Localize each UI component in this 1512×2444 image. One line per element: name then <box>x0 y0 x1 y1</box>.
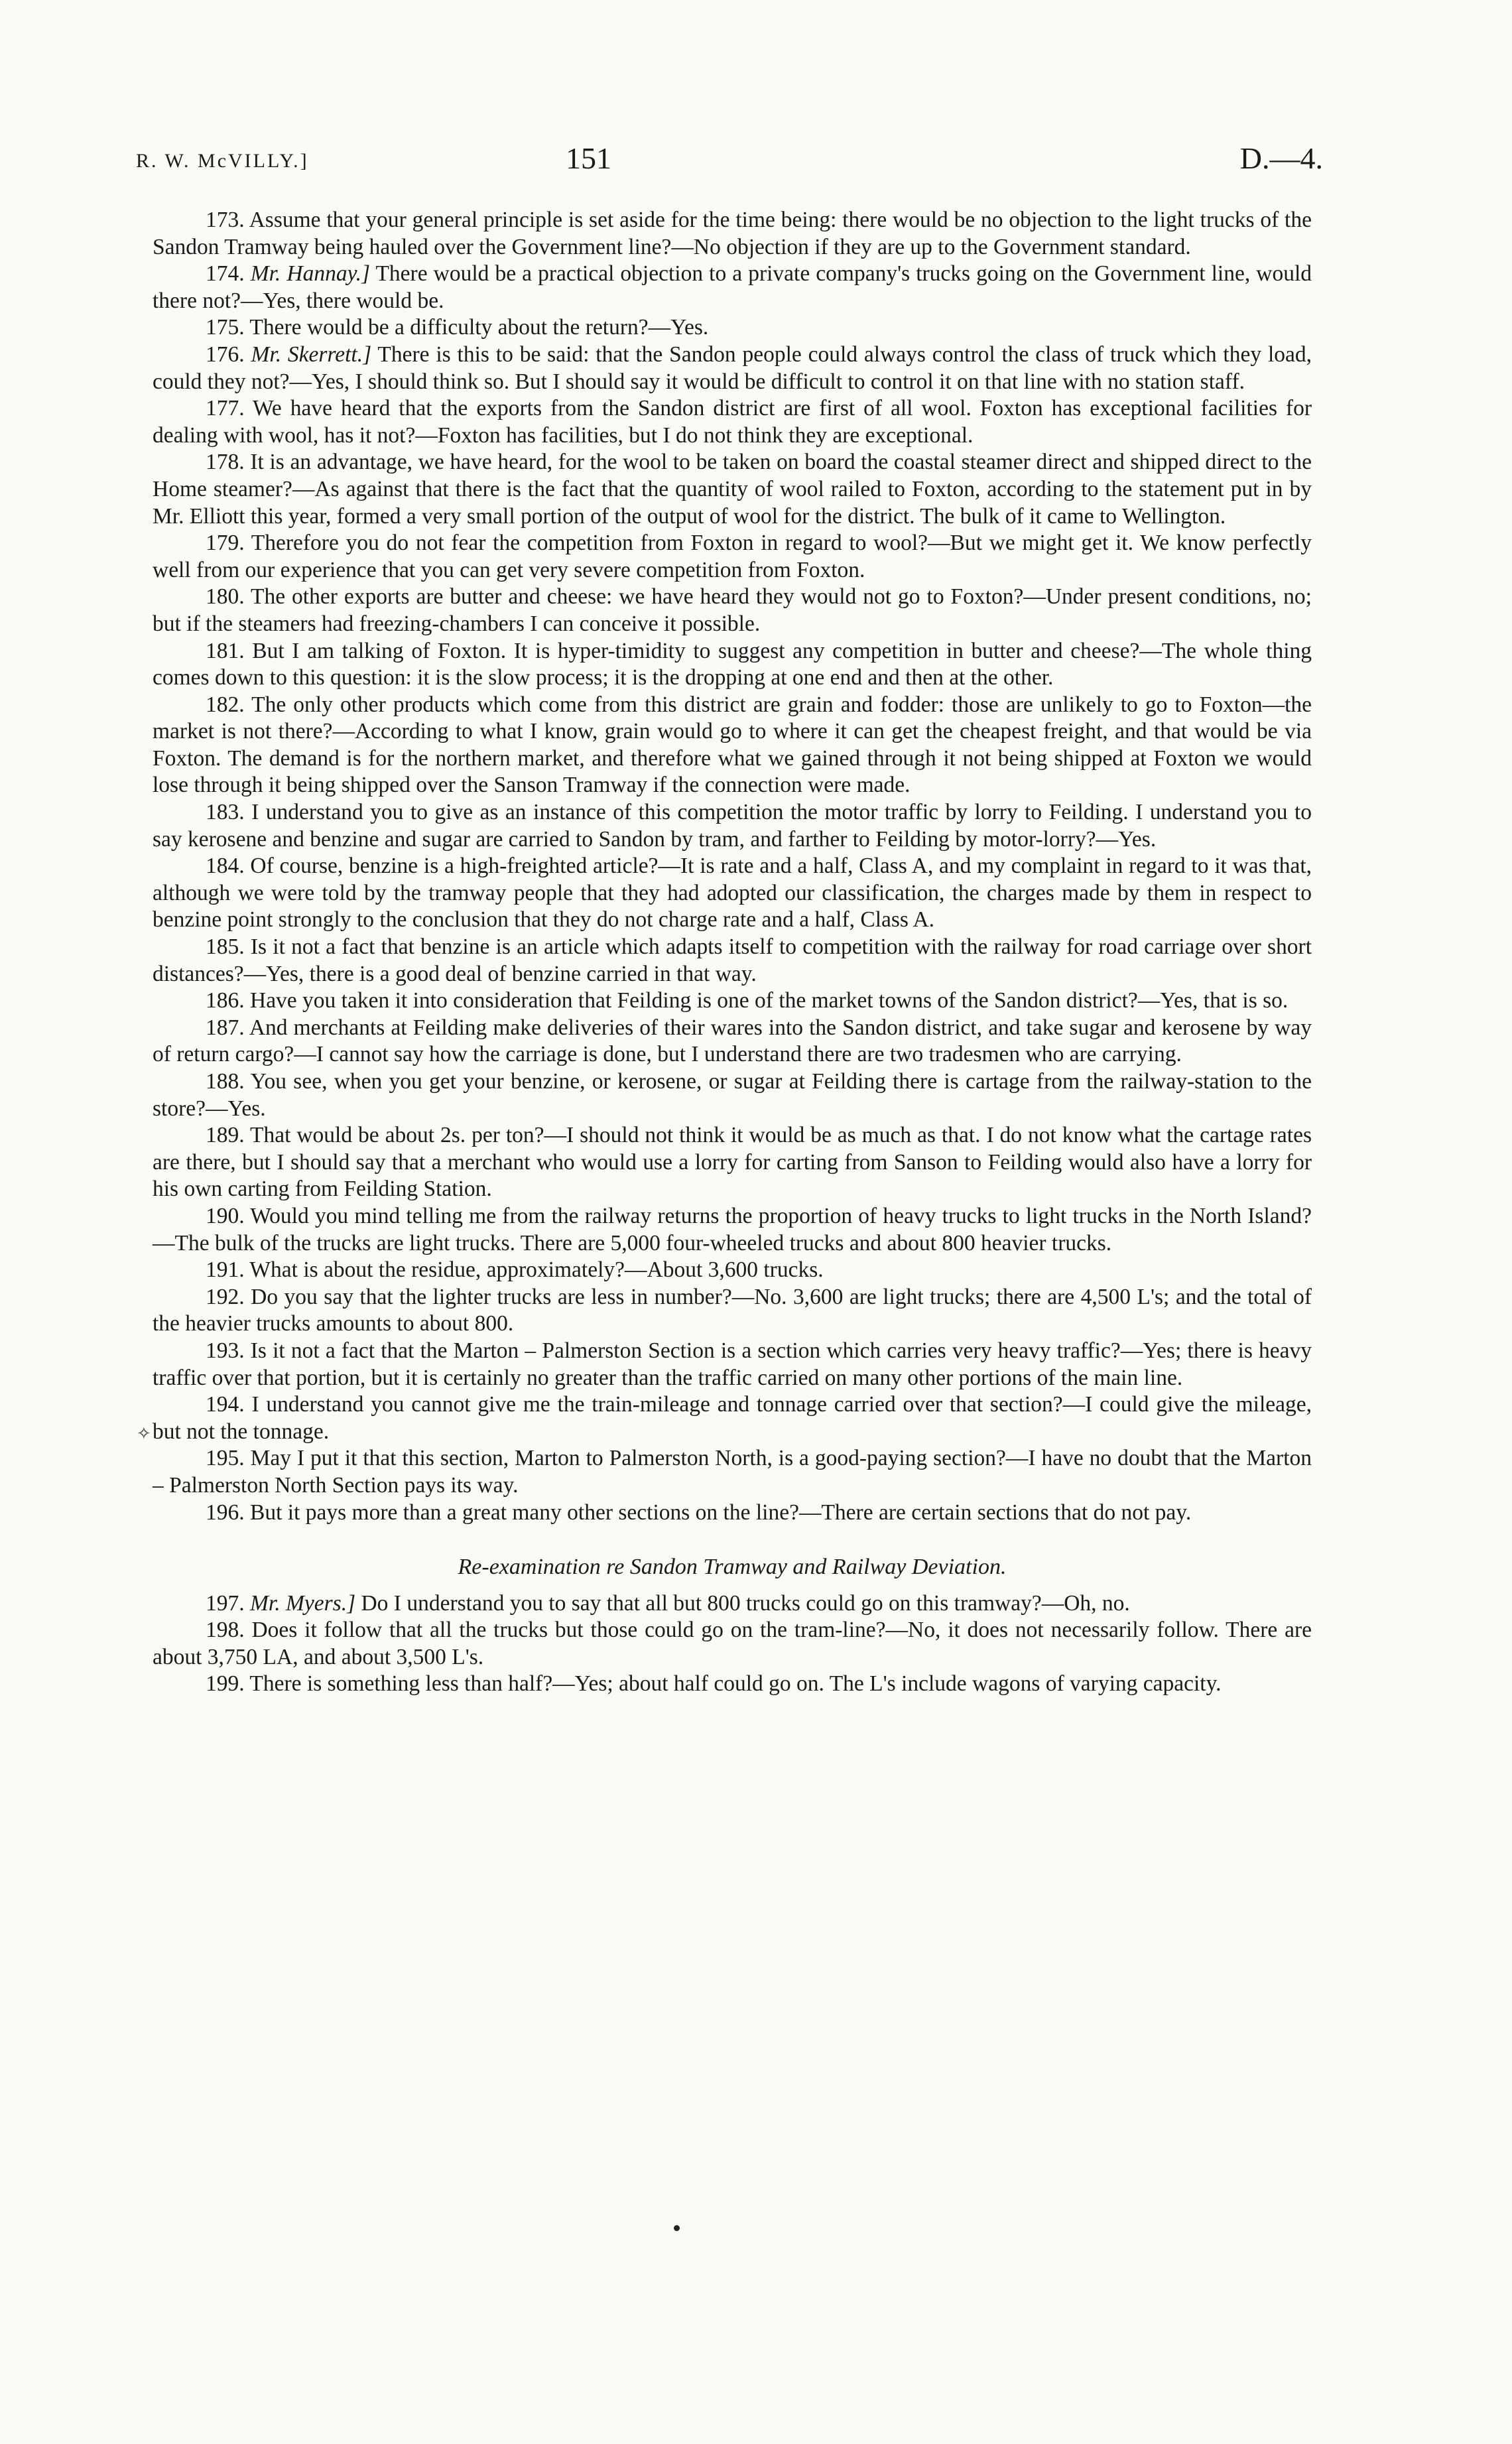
question-answer-paragraph <box>153 1338 1312 1391</box>
question-number: 184. <box>206 854 245 879</box>
question-answer-paragraph <box>153 1445 1312 1499</box>
question-answer-text: The other exports are butter and cheese: we have heard they would not go to Foxton?—Under present conditions, no; but if the steamers had freezing-chambers I can conceive it possible. <box>153 584 1312 636</box>
question-answer-paragraph <box>153 638 1312 692</box>
question-answer-text: Is it not a fact that the Marton – Palmerston Section is a section which carries very heavy traffic?—Yes; there is heavy traffic over that portion, but it is certainly no greater than the traffic carried on many other portions of the main line. <box>153 1338 1312 1390</box>
question-number: 189. <box>206 1123 245 1148</box>
question-answer-text: What is about the residue, approximately?—About 3,600 trucks. <box>249 1257 824 1283</box>
question-answer-paragraph <box>153 207 1312 261</box>
question-answer-paragraph <box>153 853 1312 934</box>
question-answer-paragraph <box>153 342 1312 395</box>
question-number: 197. <box>206 1590 245 1616</box>
question-answer-paragraph <box>153 692 1312 799</box>
question-answer-text: I understand you cannot give me the train-mileage and tonnage carried over that section?—I could give the mileage, but not the tonnage. <box>153 1392 1312 1444</box>
question-number: 198. <box>206 1618 245 1643</box>
question-answer-text: But I am talking of Foxton. It is hyper-timidity to suggest any competition in butter and cheese?—The whole thing comes down to this question: it is the slow process; it is the dropping at one end and then at the other. <box>153 638 1312 690</box>
section-heading: Re-examination re Sandon Tramway and Railway Deviation. <box>458 1555 1007 1580</box>
question-answer-text: But it pays more than a great many other sections on the line?—There are certain sections that do not pay. <box>250 1500 1192 1525</box>
question-answer-text: May I put it that this section, Marton to Palmerston North, is a good-paying section?—I have no doubt that the Marton – Palmerston North Section pays its way. <box>153 1446 1312 1498</box>
question-number: 185. <box>206 934 245 960</box>
question-answer-text: There would be a difficulty about the return?—Yes. <box>249 315 709 340</box>
question-answer-text: Does it follow that all the trucks but those could go on the tram-line?—No, it does not necessarily follow. There are about 3,750 LA, and about 3,500 L's. <box>153 1618 1312 1669</box>
question-number: 188. <box>206 1069 245 1094</box>
question-answer-text: It is an advantage, we have heard, for the wool to be taken on board the coastal steamer direct and shipped direct to the Home steamer?—As against that there is the fact that the quantity of wool railed to Foxton, according to the statement put in by Mr. Elliott this year, formed a very small portion of the output of wool for the district. The bulk of it came to Wellington. <box>153 450 1312 529</box>
question-answer-paragraph <box>153 799 1312 853</box>
question-answer-text: You see, when you get your benzine, or kerosene, or sugar at Feilding there is cartage from the railway-station to the store?—Yes. <box>153 1069 1312 1121</box>
question-number: 180. <box>206 584 245 610</box>
question-answer-text: Therefore you do not fear the competition from Foxton in regard to wool?—But we might get it. We know perfectly well from our experience that you can get very severe competition from Foxton. <box>153 531 1312 582</box>
question-number: 193. <box>206 1338 245 1363</box>
question-number: 196. <box>206 1500 245 1525</box>
speaker-name: Mr. Myers.] <box>250 1590 356 1616</box>
question-answer-text: There would be a practical objection to a private company's trucks going on the Government line, would there not?—Yes, there would be. <box>153 261 1312 313</box>
question-answer-paragraph <box>153 1203 1312 1257</box>
question-answer-text: Is it not a fact that benzine is an article which adapts itself to competition with the railway for road carriage over short distances?—Yes, there is a good deal of benzine carried in that way. <box>153 934 1312 986</box>
question-answer-text: Have you taken it into consideration that Feilding is one of the market towns of the Sandon district?—Yes, that is so. <box>250 988 1289 1013</box>
question-number: 181. <box>206 638 245 663</box>
question-answer-paragraph <box>153 934 1312 988</box>
question-number: 194. <box>206 1392 245 1417</box>
question-answer-text: We have heard that the exports from the Sandon district are first of all wool. Foxton has exceptional facilities for dealing with wool, has it not?—Foxton has facilities, but I do not think they are exceptional. <box>153 396 1312 448</box>
speaker-name: Mr. Hannay.] <box>250 261 370 287</box>
question-number: 195. <box>206 1446 245 1471</box>
page-body <box>153 207 1312 1698</box>
question-number: 186. <box>206 988 245 1013</box>
question-answer-paragraph <box>153 395 1312 449</box>
question-answer-paragraph <box>153 530 1312 584</box>
question-answer-paragraph <box>153 1257 1312 1284</box>
question-number: 182. <box>206 692 245 717</box>
question-answer-paragraph <box>153 1671 1312 1698</box>
question-number: 179. <box>206 531 245 556</box>
question-answer-paragraph <box>153 1068 1312 1122</box>
document-reference: D.—4. <box>1239 141 1323 175</box>
page-end-dot <box>674 2225 680 2231</box>
question-number: 178. <box>206 450 245 475</box>
question-answer-paragraph <box>153 449 1312 530</box>
re-examination-list <box>153 1590 1312 1698</box>
witness-name: R. W. McVILLY.] <box>136 150 309 172</box>
question-answer-text: That would be about 2s. per ton?—I should not think it would be as much as that. I do not know what the cartage rates are there, but I should say that a merchant who would use a lorry for carting from Sanson to Feilding would also have a lorry for his own carting from Feilding Station. <box>153 1123 1312 1202</box>
question-number: 177. <box>206 396 245 421</box>
page-header <box>136 141 1323 187</box>
question-number: 190. <box>206 1203 245 1228</box>
question-answer-paragraph <box>153 1284 1312 1338</box>
question-answer-list <box>153 207 1312 1526</box>
question-answer-paragraph <box>153 1590 1312 1618</box>
question-number: 173. <box>206 208 245 232</box>
question-answer-text: Would you mind telling me from the railway returns the proportion of heavy trucks to light trucks in the North Island?—The bulk of the trucks are light trucks. There are 5,000 four-wheeled trucks and about 800 heavier trucks. <box>153 1203 1312 1255</box>
question-number: 187. <box>206 1015 245 1040</box>
question-answer-paragraph <box>153 988 1312 1015</box>
question-answer-paragraph <box>153 314 1312 342</box>
question-answer-text: The only other products which come from this district are grain and fodder: those are unlikely to go to Foxton—the market is not there?—According to what I know, grain would go to where it can get the cheapest freight, and that would be via Foxton. The demand is for the northern market, and therefore what we gained through it not being shipped at Foxton we would lose through it being shipped over the Sanson Tramway if the connection were made. <box>153 692 1312 798</box>
question-number: 176. <box>206 342 245 367</box>
question-answer-text: Do you say that the lighter trucks are less in number?—No. 3,600 are light trucks; there are 4,500 L's; and the total of the heavier trucks amounts to about 800. <box>153 1284 1312 1336</box>
question-number: 191. <box>206 1257 245 1283</box>
question-answer-text: Do I understand you to say that all but 800 trucks could go on this tramway?—Oh, no. <box>361 1590 1130 1616</box>
question-answer-text: Assume that your general principle is set aside for the time being: there would be no objection to the light trucks of the Sandon Tramway being hauled over the Government line?—No objection if they are up to the Government standard. <box>153 208 1312 259</box>
question-answer-paragraph <box>153 1015 1312 1068</box>
question-answer-text: There is this to be said: that the Sandon people could always control the class of truck which they load, could they not?—Yes, I should think so. But I should say it would be difficult to control it on that line with no station staff. <box>153 342 1312 394</box>
question-answer-text: I understand you to give as an instance of this competition the motor traffic by lorry to Feilding. I understand you to say kerosene and benzine and sugar are carried to Sandon by tram, and farther to Feilding by motor-lorry?—Yes. <box>153 800 1312 852</box>
margin-mark: ✧ <box>137 1424 151 1443</box>
speaker-name: Mr. Skerrett.] <box>251 342 372 367</box>
question-number: 175. <box>206 315 245 340</box>
question-answer-paragraph <box>153 1391 1312 1445</box>
question-number: 192. <box>206 1284 245 1309</box>
question-number: 199. <box>206 1671 245 1697</box>
question-answer-paragraph <box>153 1617 1312 1671</box>
question-number: 174. <box>206 261 245 287</box>
question-answer-text: There is something less than half?—Yes; about half could go on. The L's include wagons of varying capacity. <box>249 1671 1222 1697</box>
question-answer-text: Of course, benzine is a high-freighted article?—It is rate and a half, Class A, and my complaint in regard to it was that, although we were told by the tramway people that they had adopted our classification, the charges made by them in respect to benzine point strongly to the conclusion that they do not charge rate and a half, Class A. <box>153 854 1312 933</box>
question-number: 183. <box>206 800 245 825</box>
page-number: 151 <box>566 141 611 175</box>
question-answer-paragraph <box>153 1500 1312 1527</box>
question-answer-paragraph <box>153 261 1312 314</box>
question-answer-text: And merchants at Feilding make deliveries of their wares into the Sandon district, and take sugar and kerosene by way of return cargo?—I cannot say how the carriage is done, but I understand there are two tradesmen who are carrying. <box>153 1015 1312 1067</box>
question-answer-paragraph <box>153 584 1312 637</box>
question-answer-paragraph <box>153 1122 1312 1203</box>
